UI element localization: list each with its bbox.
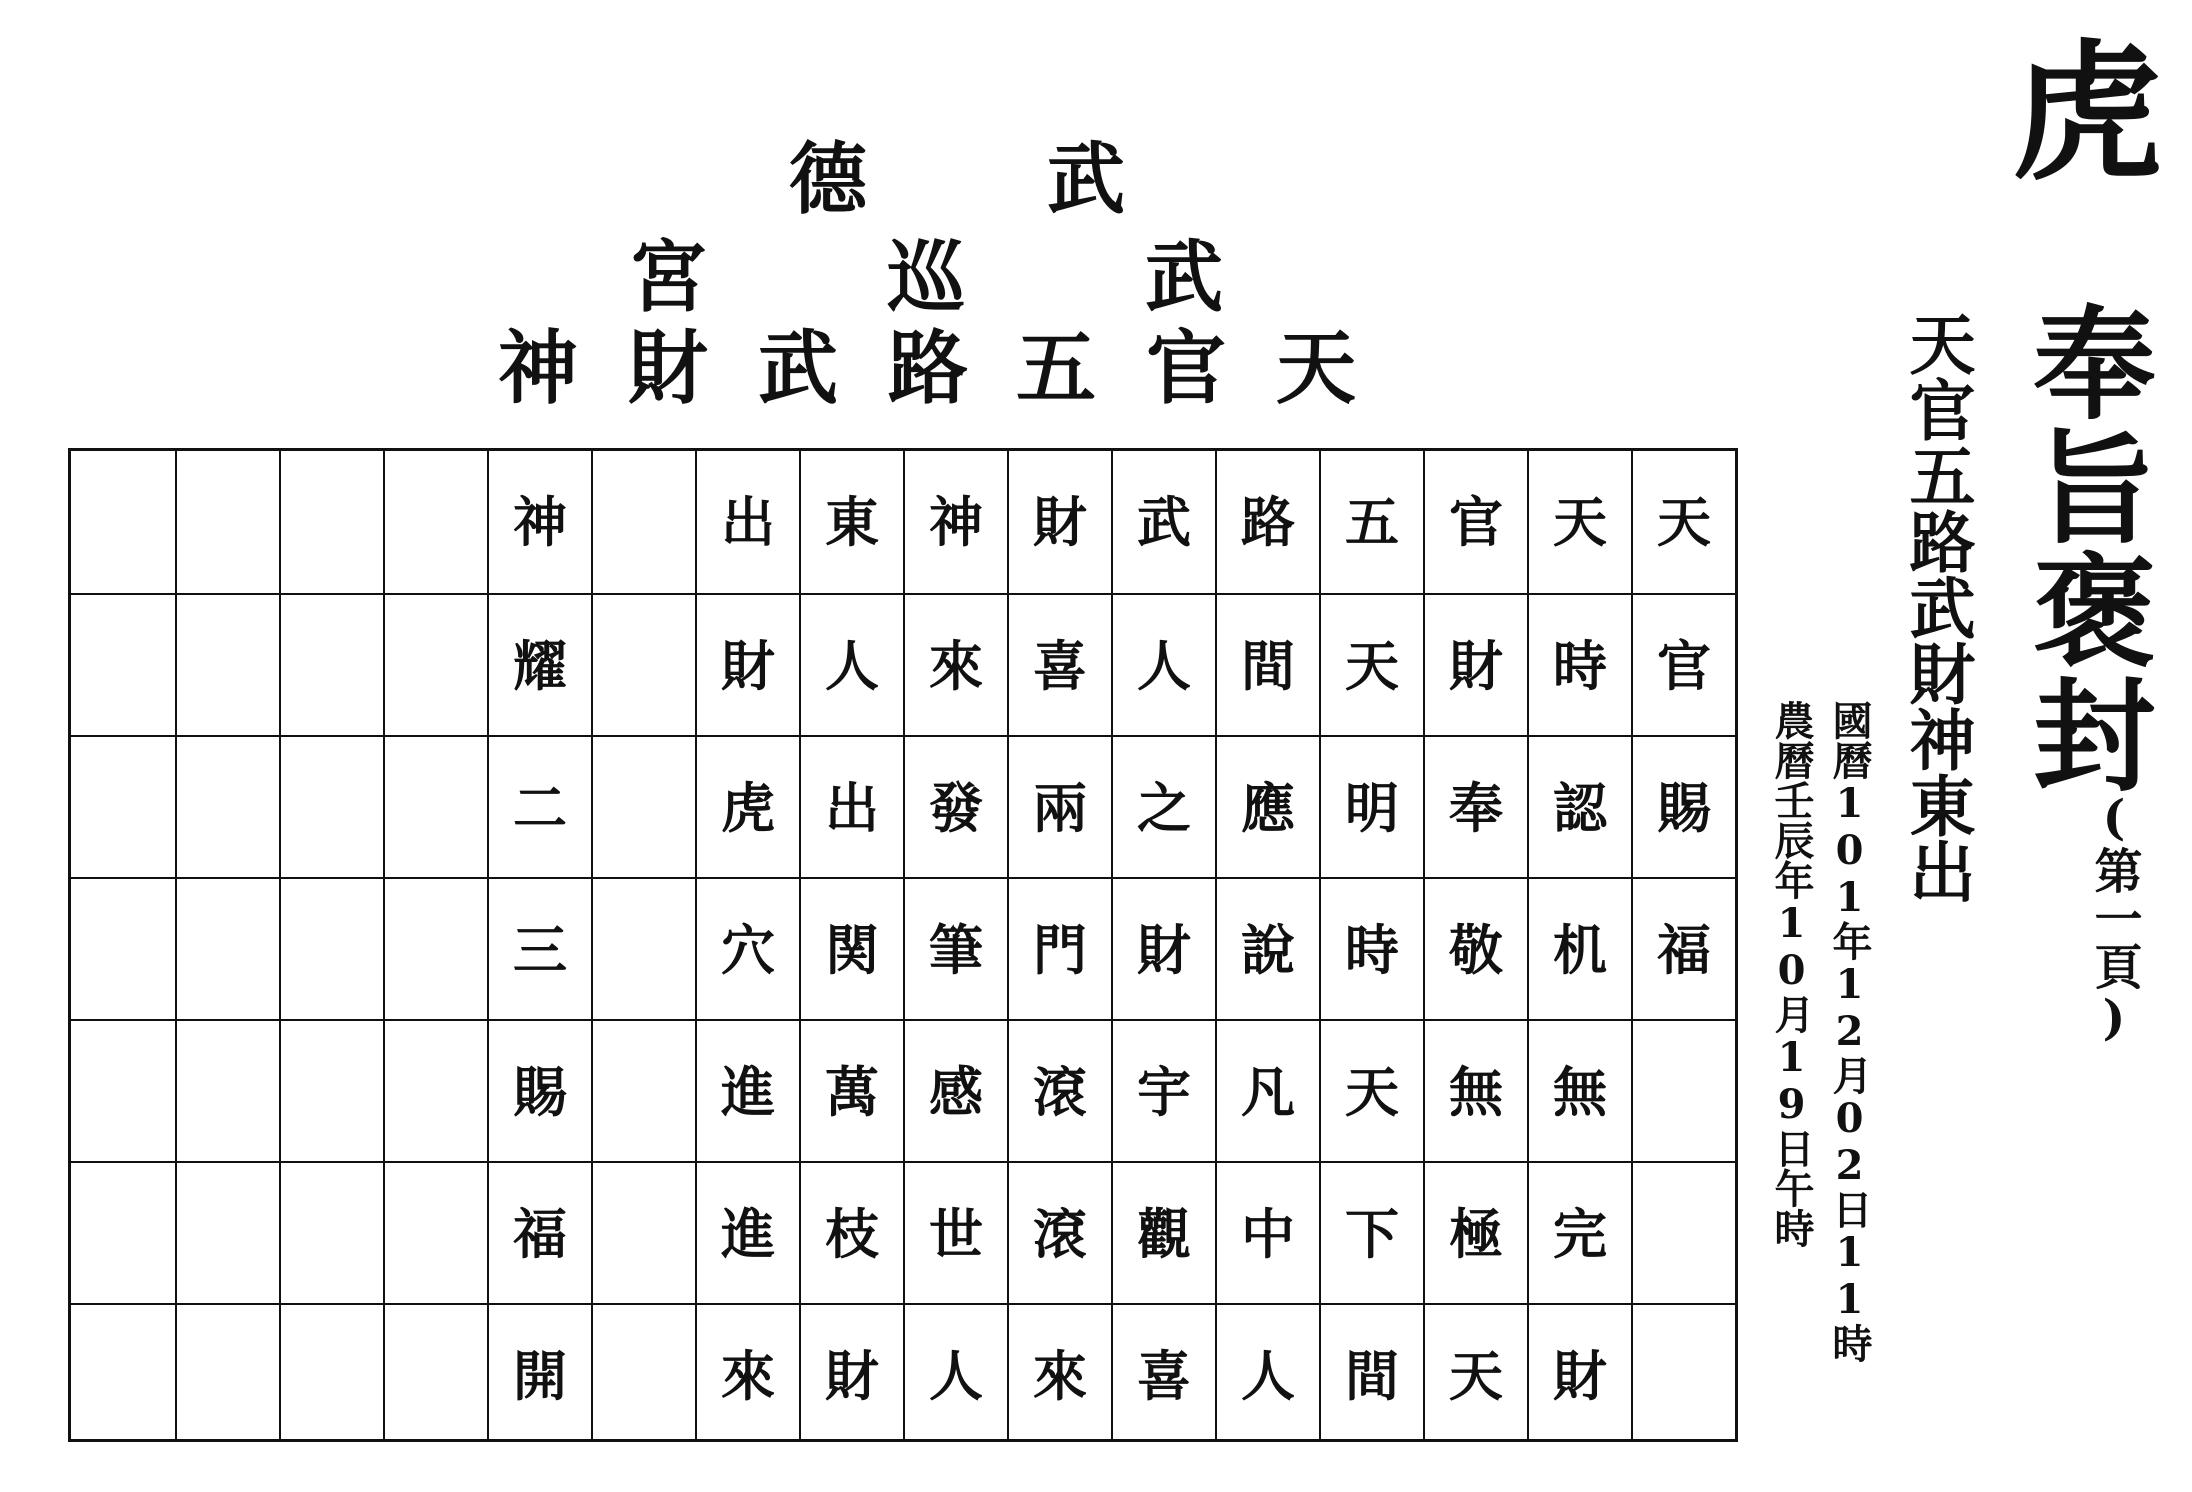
grid-cell: [281, 451, 383, 593]
grid-cell: 三: [489, 877, 591, 1019]
grid-cell: [593, 1161, 695, 1303]
gregorian-date: 國曆101年12月02日11時: [1826, 700, 1873, 1363]
grid-cell: 間: [1321, 1303, 1423, 1445]
grid-cell: [71, 735, 175, 877]
grid-cell: [177, 1303, 279, 1445]
grid-cell: 之: [1113, 735, 1215, 877]
grid-cell: 完: [1529, 1161, 1631, 1303]
grid-cell: 筆: [905, 877, 1007, 1019]
grid-column: [695, 451, 799, 1439]
grid-cell: [71, 593, 175, 735]
header-char: 官: [1146, 321, 1226, 415]
header-char: 武: [758, 321, 838, 415]
page-number: (第一頁): [2086, 790, 2142, 1046]
grid-cell: 二: [489, 735, 591, 877]
grid-cell: 來: [1009, 1303, 1111, 1445]
grid-cell: 路: [1241, 490, 1295, 554]
header-line-1: [0, 130, 2192, 230]
header-line-3: [0, 318, 2192, 418]
grid-cell: 下: [1321, 1161, 1423, 1303]
grid-cell: 兩: [1009, 735, 1111, 877]
grid-cell: 極: [1425, 1161, 1527, 1303]
grid-cell: [177, 735, 279, 877]
grid-column: [1111, 451, 1215, 1439]
grid-cell: [71, 1303, 175, 1445]
grid-cell: [593, 735, 695, 877]
grid-column: [1631, 451, 1735, 1439]
header-char: 五: [1016, 321, 1096, 415]
grid-cell: [593, 1303, 695, 1445]
grid-cell: [593, 877, 695, 1019]
header-char: 巡: [886, 232, 965, 323]
header-line-2: [0, 228, 2192, 328]
grid-cell: 神: [929, 490, 983, 554]
header-char: 武: [1144, 232, 1223, 323]
grid-cell: 出: [721, 490, 775, 554]
tiger-character: 虎: [2011, 25, 2162, 201]
grid-cell: 福: [1633, 877, 1735, 1019]
grid-cell: 財: [1113, 877, 1215, 1019]
grid-cell: 財: [697, 593, 799, 735]
grid-cell: 天: [1321, 1019, 1423, 1161]
grid-cell: 應: [1217, 735, 1319, 877]
grid-cell: 官: [1449, 490, 1503, 554]
grid-cell: 財: [801, 1303, 903, 1445]
grid-cell: [1633, 1161, 1735, 1303]
grid-cell: 門: [1009, 877, 1111, 1019]
grid-cell: 觀: [1113, 1161, 1215, 1303]
grid-cell: [177, 1019, 279, 1161]
grid-cell: 枝: [801, 1161, 903, 1303]
grid-column: [591, 451, 695, 1439]
grid-cell: [177, 1161, 279, 1303]
grid-cell: 武: [1137, 490, 1191, 554]
grid-cell: [71, 451, 175, 593]
grid-cell: 無: [1425, 1019, 1527, 1161]
grid-cell: 凡: [1217, 1019, 1319, 1161]
grid-cell: 明: [1321, 735, 1423, 877]
grid-cell: 中: [1217, 1161, 1319, 1303]
grid-cell: 敬: [1425, 877, 1527, 1019]
grid-cell: [385, 451, 487, 593]
header-char: 武: [1046, 134, 1125, 225]
grid-cell: [177, 593, 279, 735]
grid-cell: 萬: [801, 1019, 903, 1161]
lunar-date: 農曆壬辰年10月19日午時: [1768, 700, 1815, 1248]
grid-cell: 喜: [1113, 1303, 1215, 1445]
grid-cell: 虎: [697, 735, 799, 877]
grid-cell: 奉: [1425, 735, 1527, 877]
grid-cell: 時: [1529, 593, 1631, 735]
grid-cell: 宇: [1113, 1019, 1215, 1161]
grid-cell: 世: [905, 1161, 1007, 1303]
grid-cell: [281, 735, 383, 877]
grid-cell: 喜: [1009, 593, 1111, 735]
grid-cell: 來: [697, 1303, 799, 1445]
character-grid: [68, 448, 1738, 1442]
grid-cell: 進: [697, 1161, 799, 1303]
grid-column: [487, 451, 591, 1439]
grid-cell: 開: [489, 1303, 591, 1445]
grid-column: [1007, 451, 1111, 1439]
grid-cell: 來: [905, 593, 1007, 735]
grid-cell: 出: [801, 735, 903, 877]
grid-cell: 人: [1113, 593, 1215, 735]
grid-cell: [385, 1303, 487, 1445]
grid-cell: 天: [1425, 1303, 1527, 1445]
grid-cell: 進: [697, 1019, 799, 1161]
grid-cell: 福: [489, 1161, 591, 1303]
grid-cell: 說: [1217, 877, 1319, 1019]
grid-cell: 財: [1425, 593, 1527, 735]
grid-cell: 東: [825, 490, 879, 554]
grid-cell: [281, 877, 383, 1019]
grid-cell: [71, 877, 175, 1019]
grid-cell: 間: [1217, 593, 1319, 735]
grid-cell: 發: [905, 735, 1007, 877]
grid-cell: [177, 877, 279, 1019]
grid-cell: [593, 1019, 695, 1161]
header-char: 路: [888, 321, 968, 415]
header-char: 神: [498, 321, 578, 415]
grid-cell: [385, 1161, 487, 1303]
grid-cell: 時: [1321, 877, 1423, 1019]
grid-column: [279, 451, 383, 1439]
grid-cell: 耀: [489, 593, 591, 735]
grid-cell: 関: [801, 877, 903, 1019]
grid-cell: 神: [513, 490, 567, 554]
header-char: 財: [628, 321, 708, 415]
grid-cell: [593, 593, 695, 735]
document-title: 奉旨褒封: [2013, 300, 2157, 796]
grid-cell: [385, 1019, 487, 1161]
grid-cell: 天: [1657, 490, 1711, 554]
grid-cell: [281, 1303, 383, 1445]
header-char: 德: [788, 134, 867, 225]
grid-cell: [281, 1019, 383, 1161]
grid-cell: 認: [1529, 735, 1631, 877]
grid-column: [799, 451, 903, 1439]
grid-cell: [71, 1161, 175, 1303]
grid-column: [1423, 451, 1527, 1439]
grid-column: [71, 451, 175, 1439]
grid-cell: 天: [1321, 593, 1423, 735]
grid-cell: [1633, 1019, 1735, 1161]
grid-cell: [281, 1161, 383, 1303]
header-char: 天: [1276, 321, 1356, 415]
grid-cell: 穴: [697, 877, 799, 1019]
grid-cell: 感: [905, 1019, 1007, 1161]
grid-column: [903, 451, 1007, 1439]
grid-cell: [71, 1019, 175, 1161]
grid-cell: 人: [1217, 1303, 1319, 1445]
grid-cell: 財: [1529, 1303, 1631, 1445]
grid-cell: [1633, 1303, 1735, 1445]
grid-cell: 無: [1529, 1019, 1631, 1161]
header-char: 宮: [628, 232, 707, 323]
deity-subtitle: 天官五路武財神東出: [1898, 310, 1976, 904]
grid-cell: 五: [1345, 490, 1399, 554]
grid-column: [1527, 451, 1631, 1439]
grid-cell: 官: [1633, 593, 1735, 735]
grid-cell: 賜: [489, 1019, 591, 1161]
grid-cell: 机: [1529, 877, 1631, 1019]
grid-cell: [385, 735, 487, 877]
grid-cell: 滾: [1009, 1161, 1111, 1303]
grid-cell: [385, 877, 487, 1019]
grid-cell: 人: [905, 1303, 1007, 1445]
grid-cell: 滾: [1009, 1019, 1111, 1161]
grid-cell: [177, 451, 279, 593]
grid-cell: 人: [801, 593, 903, 735]
grid-cell: [281, 593, 383, 735]
grid-cell: 賜: [1633, 735, 1735, 877]
grid-column: [383, 451, 487, 1439]
grid-cell: [385, 593, 487, 735]
grid-column: [175, 451, 279, 1439]
grid-cell: [593, 451, 695, 593]
grid-cell: 財: [1033, 490, 1087, 554]
grid-cell: 天: [1553, 490, 1607, 554]
grid-column: [1319, 451, 1423, 1439]
grid-column: [1215, 451, 1319, 1439]
